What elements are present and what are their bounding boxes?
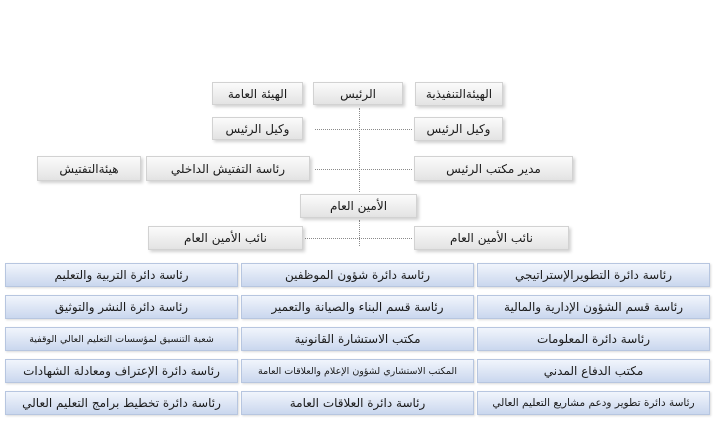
node-internal-inspection: رئاسة التفتيش الداخلي [146,156,310,181]
node-deputy-sg-left: نائب الأمين العام [148,226,303,250]
dept-left-2: رئاسة دائرة النشر والتوثيق [5,295,238,319]
dept-left-5: رئاسة دائرة تخطيط برامج التعليم العالي [5,391,238,415]
node-vice-president-right: وكيل الرئيس [414,117,503,141]
dept-middle-5: رئاسة دائرة العلاقات العامة [241,391,474,415]
dept-right-5: رئاسة دائرة تطوير ودعم مشاريع التعليم العالي [477,391,710,415]
dept-right-4: مكتب الدفاع المدني [477,359,710,383]
dept-left-3: شعبة التنسيق لمؤسسات التعليم العالي الوقفية [5,327,238,351]
node-office-director: مدير مكتب الرئيس [414,156,573,181]
connector-vice-presidents [315,129,412,130]
dept-left-4: رئاسة دائرة الإعتراف ومعادلة الشهادات [5,359,238,383]
dept-middle-3: مكتب الاستشارة القانونية [241,327,474,351]
connector-inspection [315,169,412,170]
node-general-body: الهيئة العامة [212,82,303,105]
node-vice-president-left: وكيل الرئيس [212,117,303,140]
node-deputy-sg-right: نائب الأمين العام [414,226,569,250]
node-executive-body: الهيئةالتنفيذية [415,82,503,106]
dept-right-1: رئاسة دائرة التطويرالإستراتيجي [477,263,710,287]
dept-middle-4: المكتب الاستشاري لشؤون الإعلام والعلاقات العامة [241,359,474,383]
node-secretary-general: الأمين العام [300,194,417,218]
dept-right-2: رئاسة قسم الشؤون الإدارية والمالية [477,295,710,319]
connector-deputies [305,238,412,239]
dept-middle-2: رئاسة قسم البناء والصيانة والتعمير [241,295,474,319]
connector-vertical-sg [359,220,360,246]
node-inspection-body: هيئةالتفتيش [37,156,141,181]
dept-middle-1: رئاسة دائرة شؤون الموظفين [241,263,474,287]
dept-left-1: رئاسة دائرة التربية والتعليم [5,263,238,287]
dept-right-3: رئاسة دائرة المعلومات [477,327,710,351]
connector-vertical-top [359,108,360,192]
node-president: الرئيس [313,82,403,105]
